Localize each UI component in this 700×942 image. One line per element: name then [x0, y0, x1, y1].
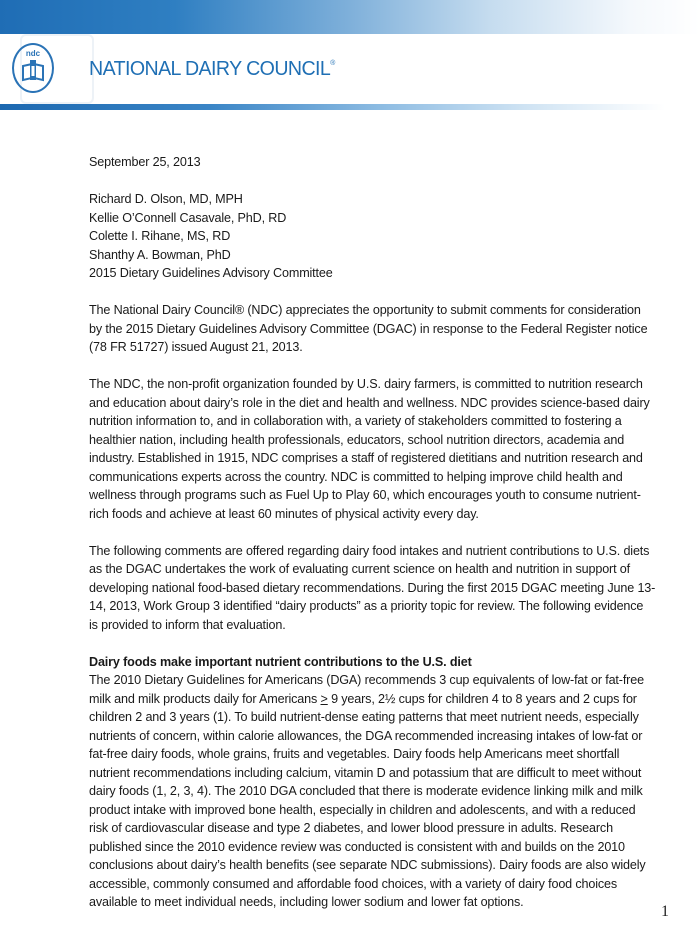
paragraph-intro: [89, 301, 679, 357]
text-line: (78 FR 51727) issued August 21, 2013.: [89, 340, 303, 354]
text-line: accessible, commonly consumed and affordable food choices, with a variety of dairy food choices: [89, 876, 618, 891]
page-number: 1: [661, 903, 669, 920]
paragraph-about-ndc: [89, 375, 679, 523]
recipient: Richard D. Olson, MD, MPH: [89, 192, 243, 206]
text-line: The NDC, the non-profit organization founded by U.S. dairy farmers, is committed to nutrition research: [89, 377, 643, 391]
text-line: conclusions about dairy’s health benefits (see separate NDC submissions). Dairy foods are also widely: [89, 858, 646, 872]
book-milk-icon: [21, 60, 45, 82]
text-line: healthier nation, including health professionals, educators, school nutrition directors, academia and: [89, 432, 625, 447]
text-line: published since the 2010 evidence review was conducted is consistent with and builds on the 2010: [89, 839, 625, 854]
date-text: September 25, 2013: [89, 155, 201, 169]
text-line: by the 2015 Dietary Guidelines Advisory Committee (DGAC) in response to the Federal Register notice: [89, 321, 648, 336]
text-line: children 2 and 3 years (1). To build nutrient-dense eating patterns that meet nutrient needs, especially: [89, 710, 639, 724]
text-line: product intake with improved bone health, especially in children and adolescents, and with a reduced: [89, 802, 636, 817]
text-line: The 2010 Dietary Guidelines for Americans (DGA) recommends 3 cup equivalents of low-fat or fat-free: [89, 673, 644, 687]
recipient: Shanthy A. Bowman, PhD: [89, 247, 231, 262]
text-line: 14, 2013, Work Group 3 identified “dairy products” as a priority topic for review. The following evidence: [89, 599, 644, 613]
text-line: is provided to inform that evaluation.: [89, 617, 286, 632]
registered-mark: ®: [330, 60, 335, 67]
recipient: Kellie O’Connell Casavale, PhD, RD: [89, 210, 287, 225]
header-divider-bar: [0, 104, 700, 110]
text-line: nutrition information to, and in collaboration with, a variety of stakeholders committed to fostering a: [89, 414, 622, 428]
header-gradient-band: [0, 0, 700, 34]
recipients-block: [89, 190, 679, 283]
text-line: available to meet individual needs, including lower sodium and lower fat options.: [89, 895, 524, 909]
paragraph-comments: [89, 542, 679, 635]
brand-name: [89, 58, 335, 81]
text-line: fat-free dairy foods, whole grains, fruits and vegetables. Dairy foods help Americans meet shortfall: [89, 747, 620, 761]
text-line: as the DGAC undertakes the work of evaluating current science on health and nutrition in support of: [89, 562, 630, 576]
greater-equal-symbol: >: [320, 691, 328, 706]
text-line: nutrient recommendations including calcium, vitamin D and potassium that are difficult to meet without: [89, 765, 642, 780]
text-line: nutrients of concern, within calorie allowances, the DGA recommended increasing intakes of low-fat or: [89, 728, 643, 743]
section-heading: Dairy foods make important nutrient contributions to the U.S. diet: [89, 654, 472, 669]
text-line: dairy foods (1, 2, 3, 4). The 2010 DGA concluded that there is moderate evidence linking milk and milk: [89, 784, 643, 798]
text-line: wellness through programs such as Fuel Up to Play 60, which encourages youth to consume nutrient-: [89, 488, 641, 502]
text-line: The following comments are offered regarding dairy food intakes and nutrient contributions to U.S. diets: [89, 543, 650, 558]
section-dairy-nutrients: [89, 653, 679, 912]
text-line: rich foods and achieve at least 60 minutes of physical activity every day.: [89, 506, 479, 521]
letterhead: [0, 34, 700, 104]
text-line: industry. Established in 1915, NDC comprises a staff of registered dietitians and nutrition research and: [89, 451, 643, 465]
text-fragment: 9 years, 2½ cups for children 4 to 8 years and 2 cups for: [327, 691, 637, 706]
seal-text: ndc: [25, 49, 41, 58]
letter-body: [89, 153, 679, 930]
letter-date: [89, 153, 679, 172]
text-line: risk of cardiovascular disease and type 2 diabetes, and lower blood pressure in adults. Research: [89, 821, 613, 835]
text-line: communications experts across the country. NDC is committed to helping improve child health and: [89, 469, 623, 484]
text-line: [89, 690, 679, 709]
recipient-committee: 2015 Dietary Guidelines Advisory Committee: [89, 266, 333, 280]
text-fragment: milk and milk products daily for Americans: [89, 691, 321, 706]
recipient: Colette I. Rihane, MS, RD: [89, 229, 231, 243]
ndc-seal-icon: [12, 43, 54, 93]
brand-name-text: NATIONAL DAIRY COUNCIL: [89, 58, 331, 80]
text-line: The National Dairy Council® (NDC) appreciates the opportunity to submit comments for consideration: [89, 303, 641, 317]
text-line: developing national food-based dietary recommendations. During the first 2015 DGAC meeting June 13-: [89, 580, 656, 595]
text-line: and education about dairy’s role in the diet and health and wellness. NDC provides science-based dairy: [89, 395, 650, 410]
